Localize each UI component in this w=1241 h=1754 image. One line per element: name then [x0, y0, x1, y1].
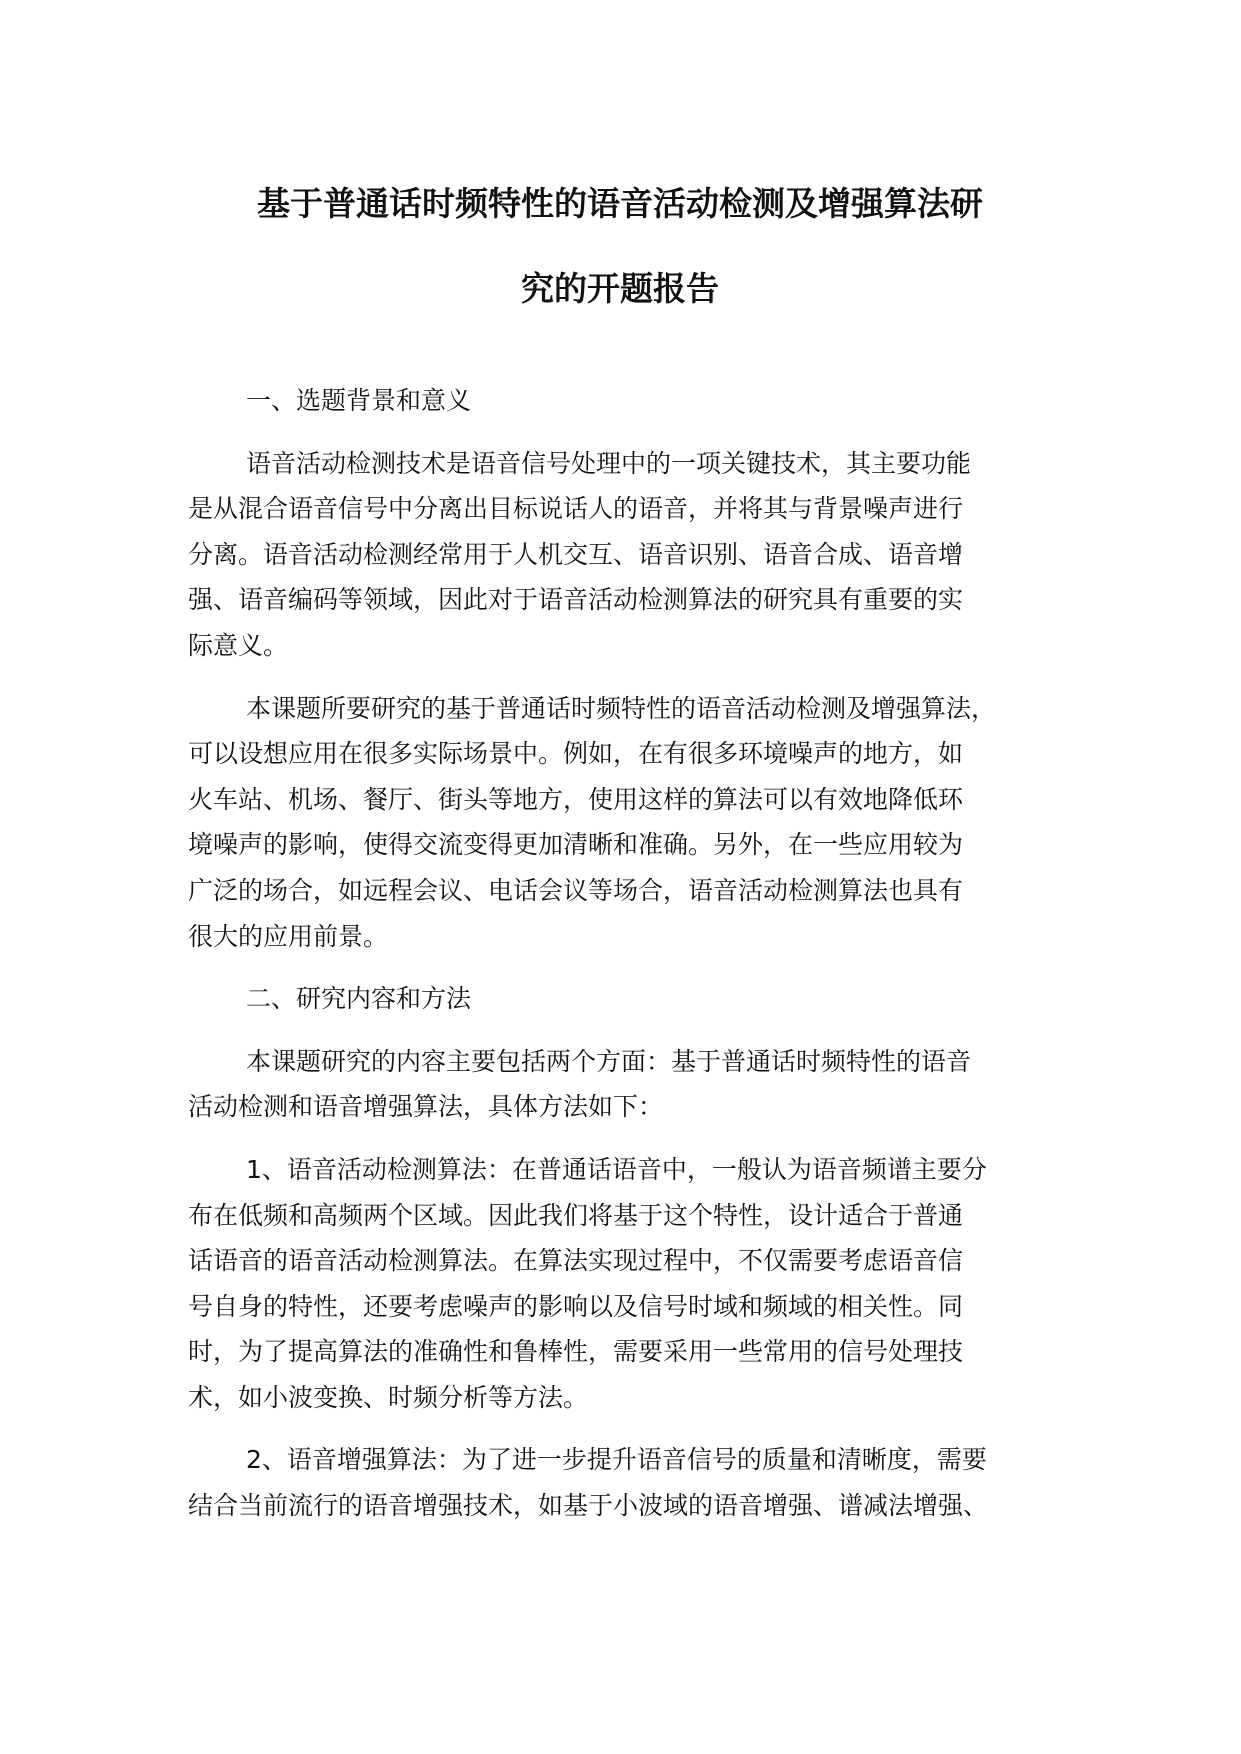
document-title-line-2: 究的开题报告 [521, 269, 719, 308]
paragraph-methods-intro: 本课题研究的内容主要包括两个方面：基于普通话时频特性的语音 活动检测和语音增强算法，具体方法如下： [188, 1046, 972, 1122]
paragraph-methods-enhancement: 2、语音增强算法：为了进一步提升语音信号的质量和清晰度，需要 结合当前流行的语音增强技术，如基于小波域的语音增强、谱减法增强、 [188, 1445, 989, 1521]
section-heading-methods: 二、研究内容和方法 [246, 984, 472, 1014]
paragraph-background-2: 本课题所要研究的基于普通话时频特性的语音活动检测及增强算法， 可以设想应用在很多实际场景中。例如，在有很多环境噪声的地方，如 火车站、机场、餐厅、街头等地方，使用这样的算法可以有效地降低环 境噪声的影响，使得交流变得更加清晰和准确。另外，在一些应用较为 广泛的场合，如远程会议、电话会议等场合，语音活动检测算法也具有 很大的应用前景。 [188, 693, 997, 951]
paragraph-background-1: 语音活动检测技术是语音信号处理中的一项关键技术，其主要功能 是从混合语音信号中分离出目标说话人的语音，并将其与背景噪声进行 分离。语音活动检测经常用于人机交互、语音识别、语音合成、语音增 强、语音编码等领域，因此对于语音活动检测算法的研究具有重要的实 际意义。 [188, 448, 972, 660]
document-body [188, 378, 1088, 1546]
paragraph-methods-vad: 1、语音活动检测算法：在普通话语音中，一般认为语音频谱主要分 布在低频和高频两个区域。因此我们将基于这个特性，设计适合于普通 话语音的语音活动检测算法。在算法实现过程中，不仅需要考虑语音信 号自身的特性，还要考虑噪声的影响以及信号时域和频域的相关性。同 时，为了提高算法的准确性和鲁棒性，需要采用一些常用的信号处理技 术，如小波变换、时频分析等方法。 [188, 1154, 987, 1412]
document-title-line-1: 基于普通话时频特性的语音活动检测及增强算法研 [257, 184, 983, 223]
section-heading-background: 一、选题背景和意义 [246, 386, 472, 415]
